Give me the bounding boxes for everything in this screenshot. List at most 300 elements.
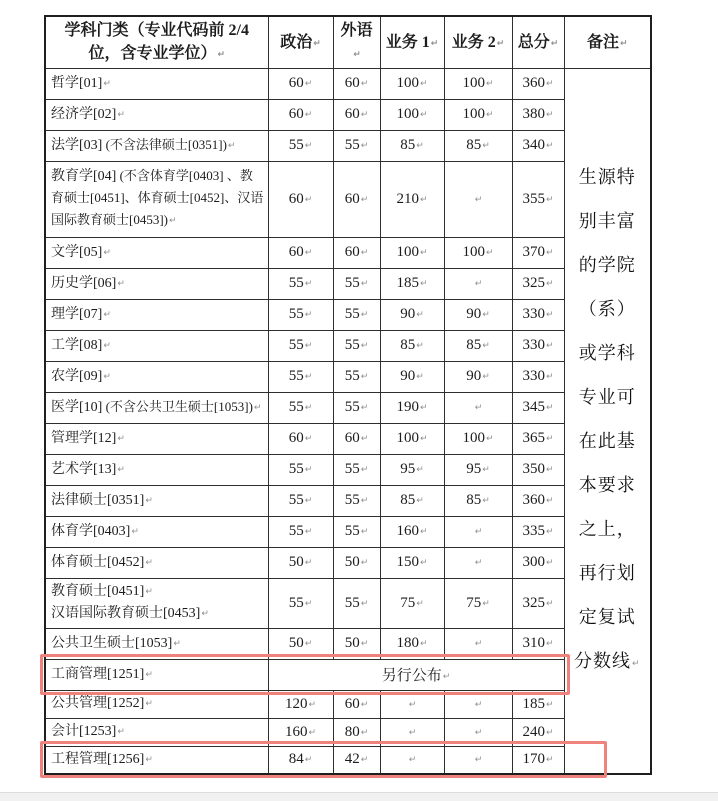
table-row (45, 68, 651, 99)
score-value: 300 (522, 554, 545, 570)
table-row (45, 454, 651, 485)
paragraph-mark: ↵ (474, 527, 483, 537)
subject-label: 公共管理[1252] (51, 696, 145, 712)
paragraph-mark: ↵ (304, 598, 313, 609)
paragraph-mark: ↵ (545, 341, 554, 351)
score-value: 150 (396, 554, 419, 570)
score-cell (512, 516, 564, 547)
score-cell (333, 99, 380, 130)
score-value: 60 (344, 75, 360, 91)
score-cell (380, 485, 444, 516)
score-cell (268, 516, 333, 547)
score-cell (512, 161, 564, 237)
subject-cell (45, 361, 268, 392)
score-cell (333, 68, 380, 99)
remark-line: 分数线↵ (573, 651, 641, 672)
paragraph-mark: ↵ (145, 495, 153, 506)
score-cell (512, 130, 564, 161)
score-value: 100 (462, 106, 485, 122)
paragraph-mark: ↵ (419, 248, 428, 258)
score-value: 85 (466, 337, 482, 353)
score-value: 55 (288, 275, 304, 291)
paragraph-mark: ↵ (474, 639, 483, 649)
score-value: 55 (288, 137, 304, 153)
paragraph-mark: ↵ (360, 465, 369, 475)
score-value: 50 (288, 554, 304, 570)
subject-label: 艺术学[13] (51, 461, 117, 477)
paragraph-mark: ↵ (304, 496, 313, 506)
paragraph-mark: ↵ (474, 194, 483, 205)
paragraph-mark: ↵ (145, 669, 153, 680)
table-row (45, 161, 651, 237)
subject-label: 农学[09] (51, 368, 103, 384)
paragraph-mark: ↵ (308, 699, 317, 710)
score-cell (512, 99, 564, 130)
paragraph-mark: ↵ (419, 279, 428, 289)
score-cell (444, 330, 512, 361)
score-cell (333, 299, 380, 330)
paragraph-mark: ↵ (304, 141, 313, 151)
score-cell (444, 268, 512, 299)
paragraph-mark: ↵ (416, 372, 424, 382)
paragraph-mark: ↵ (304, 110, 313, 120)
score-value: 100 (396, 106, 419, 122)
paragraph-mark: ↵ (360, 248, 369, 258)
remark-cell (564, 68, 651, 774)
remark-line: 再行划 (578, 563, 636, 584)
paragraph-mark: ↵ (360, 527, 369, 537)
score-value: 42 (344, 751, 360, 768)
score-cell (268, 578, 333, 628)
score-value: 330 (522, 368, 545, 384)
score-value: 75 (466, 594, 482, 611)
remark-line: 之上， (578, 519, 636, 540)
score-value: 60 (344, 695, 360, 712)
score-value: 185 (396, 275, 419, 291)
score-value: 85 (400, 492, 416, 508)
table-row (45, 485, 651, 516)
subject-label: 理学[07] (51, 306, 103, 322)
table-row (45, 99, 651, 130)
score-value: 50 (288, 635, 304, 651)
paragraph-mark: ↵ (313, 38, 321, 49)
subject-label: 哲学[01] (51, 75, 103, 91)
score-cell (268, 99, 333, 130)
subject-cell (45, 68, 268, 99)
paragraph-mark: ↵ (474, 279, 483, 289)
score-value: 84 (288, 751, 304, 768)
subject-cell (45, 299, 268, 330)
score-cell (380, 268, 444, 299)
paragraph-mark: ↵ (145, 557, 153, 568)
score-cell (333, 161, 380, 237)
paragraph-mark: ↵ (304, 527, 313, 537)
paragraph-mark: ↵ (416, 465, 424, 475)
score-cell (512, 454, 564, 485)
score-value: 55 (344, 306, 360, 322)
paragraph-mark: ↵ (304, 372, 313, 382)
score-value: 60 (344, 106, 360, 122)
table-row (45, 423, 651, 454)
subject-cell (45, 516, 268, 547)
score-cell (268, 237, 333, 268)
table-row (45, 547, 651, 578)
score-value: 325 (522, 275, 545, 291)
paragraph-mark: ↵ (430, 38, 439, 49)
paragraph-mark: ↵ (117, 278, 125, 289)
score-cell (333, 268, 380, 299)
paragraph-mark: ↵ (117, 433, 125, 444)
paragraph-mark: ↵ (550, 38, 559, 49)
score-value: 80 (344, 723, 360, 740)
paragraph-mark: ↵ (304, 755, 313, 766)
paragraph-mark: ↵ (474, 755, 483, 766)
score-cell (333, 361, 380, 392)
paragraph-mark: ↵ (304, 434, 313, 444)
score-value: 100 (462, 75, 485, 91)
paragraph-mark: ↵ (545, 755, 554, 766)
score-cell (444, 68, 512, 99)
score-value: 55 (344, 492, 360, 508)
subject-label: 法学[03] (51, 137, 103, 153)
score-value: 120 (284, 695, 308, 712)
subject-label: 历史学[06] (51, 275, 117, 291)
paragraph-mark: ↵ (419, 639, 428, 649)
paragraph-mark: ↵ (419, 194, 428, 205)
score-value: 55 (288, 337, 304, 353)
score-cell (380, 68, 444, 99)
paragraph-mark: ↵ (145, 587, 153, 598)
score-value: 50 (344, 635, 360, 651)
subject-label: 经济学[02] (51, 106, 117, 122)
score-value: 55 (344, 337, 360, 353)
col-header-subject1: 业务 1↵ (380, 16, 444, 68)
score-cell (512, 68, 564, 99)
subject-label: 教育硕士[0451] (51, 584, 145, 600)
score-value: 360 (522, 75, 545, 91)
paragraph-mark: ↵ (217, 50, 226, 61)
subject-cell (45, 130, 268, 161)
score-value: 85 (400, 137, 416, 153)
score-cell (512, 547, 564, 578)
subject-note: (不含法律硕士[0351]) (102, 136, 227, 152)
paragraph-mark: ↵ (545, 639, 554, 649)
paragraph-mark: ↵ (545, 279, 554, 289)
score-value: 100 (462, 430, 485, 446)
score-cell (380, 392, 444, 423)
score-value: 210 (396, 190, 419, 207)
score-cell (512, 578, 564, 628)
score-cell (444, 99, 512, 130)
paragraph-mark: ↵ (482, 372, 490, 382)
paragraph-mark: ↵ (419, 403, 428, 413)
score-cell (268, 330, 333, 361)
score-cell (268, 454, 333, 485)
score-value: 95 (400, 461, 416, 477)
score-value: 55 (288, 368, 304, 384)
score-value: 325 (522, 594, 545, 611)
score-value: 330 (522, 337, 545, 353)
paragraph-mark: ↵ (485, 110, 494, 120)
score-cell (380, 237, 444, 268)
paragraph-mark: ↵ (545, 141, 554, 151)
paragraph-mark: ↵ (545, 465, 554, 475)
remark-line: 或学科 (578, 343, 636, 364)
score-value: 60 (344, 430, 360, 446)
score-value: 355 (522, 190, 545, 207)
score-cell (333, 454, 380, 485)
highlight-box-business-admin (40, 654, 570, 695)
paragraph-mark: ↵ (360, 110, 369, 120)
subject-cell (45, 161, 268, 237)
paragraph-mark: ↵ (360, 727, 369, 738)
score-cell (444, 547, 512, 578)
paragraph-mark: ↵ (485, 434, 494, 444)
score-cell (512, 299, 564, 330)
score-cell (268, 392, 333, 423)
remark-line: （系） (578, 299, 636, 320)
score-value: 345 (522, 399, 545, 415)
subject-cell (45, 578, 268, 628)
subject-label: 工程管理[1256] (51, 751, 145, 767)
subject-cell (45, 547, 268, 578)
subject-label: 管理学[12] (51, 430, 117, 446)
score-cell (380, 161, 444, 237)
paragraph-mark: ↵ (545, 527, 554, 537)
paragraph-mark: ↵ (304, 639, 313, 649)
paragraph-mark: ↵ (416, 598, 424, 609)
score-value: 60 (288, 106, 304, 122)
score-value: 95 (466, 461, 482, 477)
score-value: 55 (344, 461, 360, 477)
score-cell (380, 299, 444, 330)
score-cell (512, 361, 564, 392)
score-value: 365 (522, 430, 545, 446)
paragraph-mark: ↵ (482, 310, 490, 320)
subject-cell (45, 99, 268, 130)
paragraph-mark: ↵ (360, 79, 369, 89)
score-cell (380, 423, 444, 454)
score-value: 55 (344, 137, 360, 153)
paragraph-mark: ↵ (304, 403, 313, 413)
score-value: 75 (400, 594, 416, 611)
score-cell (444, 578, 512, 628)
score-cell (444, 423, 512, 454)
subject-cell (45, 237, 268, 268)
paragraph-mark: ↵ (304, 79, 313, 89)
merged-notice: 另行公布 (381, 668, 442, 684)
paragraph-mark: ↵ (103, 247, 111, 258)
score-value: 190 (396, 399, 419, 415)
remark-line: 的学院 (578, 255, 636, 276)
score-value: 185 (522, 695, 545, 712)
subject-note: (不含公共卫生硕士[1053]) (102, 398, 253, 414)
score-cell (333, 130, 380, 161)
score-cell (333, 578, 380, 628)
remark-line: 专业可 (578, 387, 636, 408)
paragraph-mark: ↵ (416, 141, 424, 151)
score-cell (333, 516, 380, 547)
score-value: 85 (466, 137, 482, 153)
paragraph-mark: ↵ (360, 310, 369, 320)
col-header-remark: 备注↵ (564, 16, 651, 68)
score-value: 55 (288, 399, 304, 415)
score-cell (380, 330, 444, 361)
score-value: 60 (288, 244, 304, 260)
paragraph-mark: ↵ (304, 279, 313, 289)
score-cell (380, 130, 444, 161)
paragraph-mark: ↵ (201, 609, 209, 619)
table-row (45, 330, 651, 361)
paragraph-mark: ↵ (545, 403, 554, 413)
paragraph-mark: ↵ (408, 727, 417, 738)
subject-label: 文学[05] (51, 244, 103, 260)
score-cell (512, 237, 564, 268)
paragraph-mark: ↵ (545, 727, 554, 738)
paragraph-mark: ↵ (545, 699, 554, 710)
score-value: 50 (344, 554, 360, 570)
paragraph-mark: ↵ (103, 78, 111, 89)
subject-label: 体育硕士[0452] (51, 554, 145, 570)
paragraph-mark: ↵ (408, 699, 417, 710)
paragraph-mark: ↵ (482, 341, 490, 351)
paragraph-mark: ↵ (103, 371, 111, 382)
score-value: 60 (288, 430, 304, 446)
score-value: 55 (344, 275, 360, 291)
paragraph-mark: ↵ (117, 109, 125, 120)
col-header-subject2: 业务 2↵ (444, 16, 512, 68)
paragraph-mark: ↵ (360, 279, 369, 289)
score-cell (380, 547, 444, 578)
score-value: 60 (344, 190, 360, 207)
paragraph-mark: ↵ (145, 754, 153, 765)
score-value: 55 (344, 399, 360, 415)
paragraph-mark: ↵ (419, 527, 428, 537)
paragraph-mark: ↵ (360, 141, 369, 151)
score-cell (512, 392, 564, 423)
score-cell (333, 330, 380, 361)
paragraph-mark: ↵ (253, 402, 262, 413)
score-cell (444, 454, 512, 485)
paragraph-mark: ↵ (360, 755, 369, 766)
score-value: 100 (462, 244, 485, 260)
remark-line: 生源特 (578, 167, 636, 188)
paragraph-mark: ↵ (304, 194, 313, 205)
remark-line: 本要求 (578, 475, 636, 496)
paragraph-mark: ↵ (474, 558, 483, 568)
paragraph-mark: ↵ (408, 755, 417, 766)
score-cell (268, 299, 333, 330)
score-value: 55 (344, 523, 360, 539)
paragraph-mark: ↵ (360, 699, 369, 710)
score-cell (268, 68, 333, 99)
paragraph-mark: ↵ (416, 341, 424, 351)
score-value: 55 (288, 461, 304, 477)
score-cell (268, 485, 333, 516)
subject-note: (不含体育学[0403] 、教育硕士[0451]、体育硕士[0452]、汉语国际教育硕士[0453]) (51, 168, 264, 227)
subject-cell (45, 392, 268, 423)
score-cell (268, 268, 333, 299)
table-row (45, 578, 651, 628)
score-cell (268, 423, 333, 454)
score-value: 310 (522, 635, 545, 651)
score-value: 90 (466, 306, 482, 322)
paragraph-mark: ↵ (304, 558, 313, 568)
paragraph-mark: ↵ (485, 79, 494, 89)
paragraph-mark: ↵ (360, 372, 369, 382)
subject-label: 教育学[04] (51, 169, 117, 185)
score-value: 180 (396, 635, 419, 651)
subject-label: 体育学[0403] (51, 523, 131, 539)
table-row (45, 392, 651, 423)
paragraph-mark: ↵ (103, 340, 111, 351)
paragraph-mark: ↵ (117, 727, 125, 738)
score-value: 55 (288, 492, 304, 508)
paragraph-mark: ↵ (482, 496, 490, 506)
paragraph-mark: ↵ (360, 341, 369, 351)
paragraph-mark: ↵ (482, 598, 490, 609)
score-value: 360 (522, 492, 545, 508)
subject-header-line2: 位，含专业学位）↵ (88, 45, 226, 63)
paragraph-mark: ↵ (360, 194, 369, 205)
score-cell (512, 268, 564, 299)
paragraph-mark: ↵ (545, 110, 554, 120)
paragraph-mark: ↵ (482, 141, 490, 151)
remark-line: 别丰富 (578, 211, 636, 232)
score-value: 380 (522, 106, 545, 122)
score-cell (268, 361, 333, 392)
score-value: 85 (400, 337, 416, 353)
score-value: 60 (288, 75, 304, 91)
subject-cell (45, 485, 268, 516)
paragraph-mark: ↵ (485, 248, 494, 258)
paragraph-mark: ↵ (304, 248, 313, 258)
subject-cell (45, 330, 268, 361)
paragraph-mark: ↵ (360, 558, 369, 568)
score-cell (512, 485, 564, 516)
score-value: 100 (396, 75, 419, 91)
score-value: 55 (288, 523, 304, 539)
paragraph-mark: ↵ (416, 496, 424, 506)
score-cell (268, 130, 333, 161)
table-row (45, 237, 651, 268)
score-cell (444, 161, 512, 237)
score-cell (333, 392, 380, 423)
paragraph-mark: ↵ (545, 496, 554, 506)
score-value: 60 (288, 190, 304, 207)
paragraph-mark: ↵ (360, 434, 369, 444)
paragraph-mark: ↵ (474, 727, 483, 738)
paragraph-mark: ↵ (545, 194, 554, 205)
paragraph-mark: ↵ (353, 50, 361, 61)
score-value: 55 (344, 594, 360, 611)
paragraph-mark: ↵ (169, 215, 177, 226)
score-value: 90 (400, 306, 416, 322)
paragraph-mark: ↵ (545, 372, 554, 382)
table-row (45, 130, 651, 161)
score-cell (333, 423, 380, 454)
paragraph-mark: ↵ (416, 310, 424, 320)
subject-cell (45, 268, 268, 299)
paragraph-mark: ↵ (360, 496, 369, 506)
col-header-politics: 政治↵ (268, 16, 333, 68)
subject-cell (45, 454, 268, 485)
paragraph-mark: ↵ (631, 659, 641, 670)
paragraph-mark: ↵ (131, 526, 139, 537)
paragraph-mark: ↵ (496, 38, 505, 49)
paragraph-mark: ↵ (545, 558, 554, 568)
score-cell (444, 237, 512, 268)
